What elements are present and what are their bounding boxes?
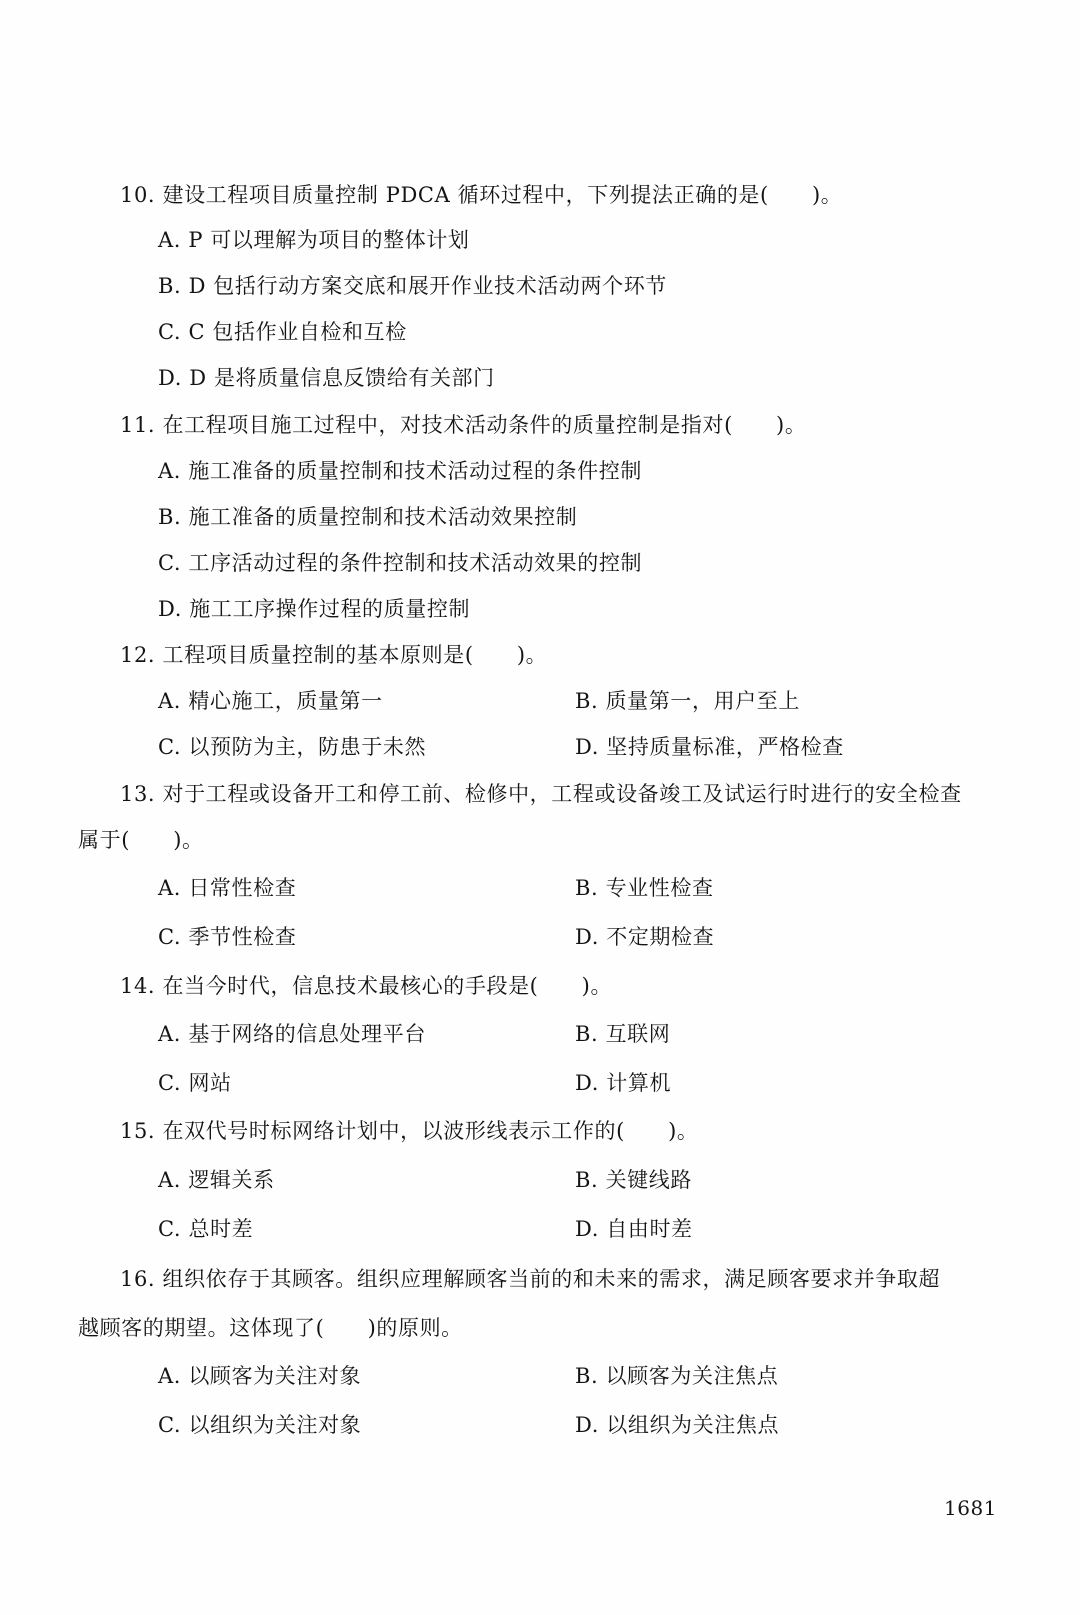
question-13-stem-continuation: 属于( )。 [78, 828, 204, 852]
question-16-option-d: D. 以组织为关注焦点 [575, 1413, 780, 1437]
question-12-option-a: A. 精心施工，质量第一 [158, 689, 383, 713]
question-15-option-c: C. 总时差 [158, 1217, 254, 1241]
question-10-option-c: C. C 包括作业自检和互检 [158, 320, 407, 344]
question-12-option-d: D. 坚持质量标准，严格检查 [575, 735, 844, 759]
question-13-stem: 13. 对于工程或设备开工和停工前、检修中，工程或设备竣工及试运行时进行的安全检查 [120, 782, 962, 806]
question-15-option-a: A. 逻辑关系 [158, 1168, 275, 1192]
question-10-option-d: D. D 是将质量信息反馈给有关部门 [158, 366, 495, 390]
question-11-option-a: A. 施工准备的质量控制和技术活动过程的条件控制 [158, 459, 642, 483]
question-13-option-a: A. 日常性检查 [158, 876, 297, 900]
question-13-option-c: C. 季节性检查 [158, 925, 297, 949]
question-14-option-a: A. 基于网络的信息处理平台 [158, 1022, 426, 1046]
question-16-option-c: C. 以组织为关注对象 [158, 1413, 362, 1437]
question-11-option-c: C. 工序活动过程的条件控制和技术活动效果的控制 [158, 551, 643, 575]
question-13-option-d: D. 不定期检查 [575, 925, 715, 949]
question-10-option-a: A. P 可以理解为项目的整体计划 [158, 228, 470, 252]
question-13-option-b: B. 专业性检查 [575, 876, 714, 900]
question-15-stem: 15. 在双代号时标网络计划中，以波形线表示工作的( )。 [120, 1119, 699, 1143]
question-12-stem: 12. 工程项目质量控制的基本原则是( )。 [120, 643, 548, 667]
question-15-option-d: D. 自由时差 [575, 1217, 693, 1241]
question-16-stem-continuation: 越顾客的期望。这体现了( )的原则。 [78, 1316, 463, 1340]
question-14-option-b: B. 互联网 [575, 1022, 671, 1046]
question-11-option-b: B. 施工准备的质量控制和技术活动效果控制 [158, 505, 578, 529]
question-16-option-a: A. 以顾客为关注对象 [158, 1364, 362, 1388]
question-16-option-b: B. 以顾客为关注焦点 [575, 1364, 779, 1388]
question-10-stem: 10. 建设工程项目质量控制 PDCA 循环过程中，下列提法正确的是( )。 [120, 183, 843, 207]
question-14-option-c: C. 网站 [158, 1071, 232, 1095]
question-12-option-b: B. 质量第一，用户至上 [575, 689, 800, 713]
question-15-option-b: B. 关键线路 [575, 1168, 692, 1192]
question-10-option-b: B. D 包括行动方案交底和展开作业技术活动两个环节 [158, 274, 667, 298]
question-14-stem: 14. 在当今时代，信息技术最核心的手段是( )。 [120, 974, 613, 998]
question-11-option-d: D. 施工工序操作过程的质量控制 [158, 597, 471, 621]
question-12-option-c: C. 以预防为主，防患于未然 [158, 735, 427, 759]
question-11-stem: 11. 在工程项目施工过程中，对技术活动条件的质量控制是指对( )。 [120, 413, 807, 437]
page-number: 1681 [944, 1496, 997, 1520]
question-16-stem: 16. 组织依存于其顾客。组织应理解顾客当前的和未来的需求，满足顾客要求并争取超 [120, 1267, 941, 1291]
question-14-option-d: D. 计算机 [575, 1071, 672, 1095]
